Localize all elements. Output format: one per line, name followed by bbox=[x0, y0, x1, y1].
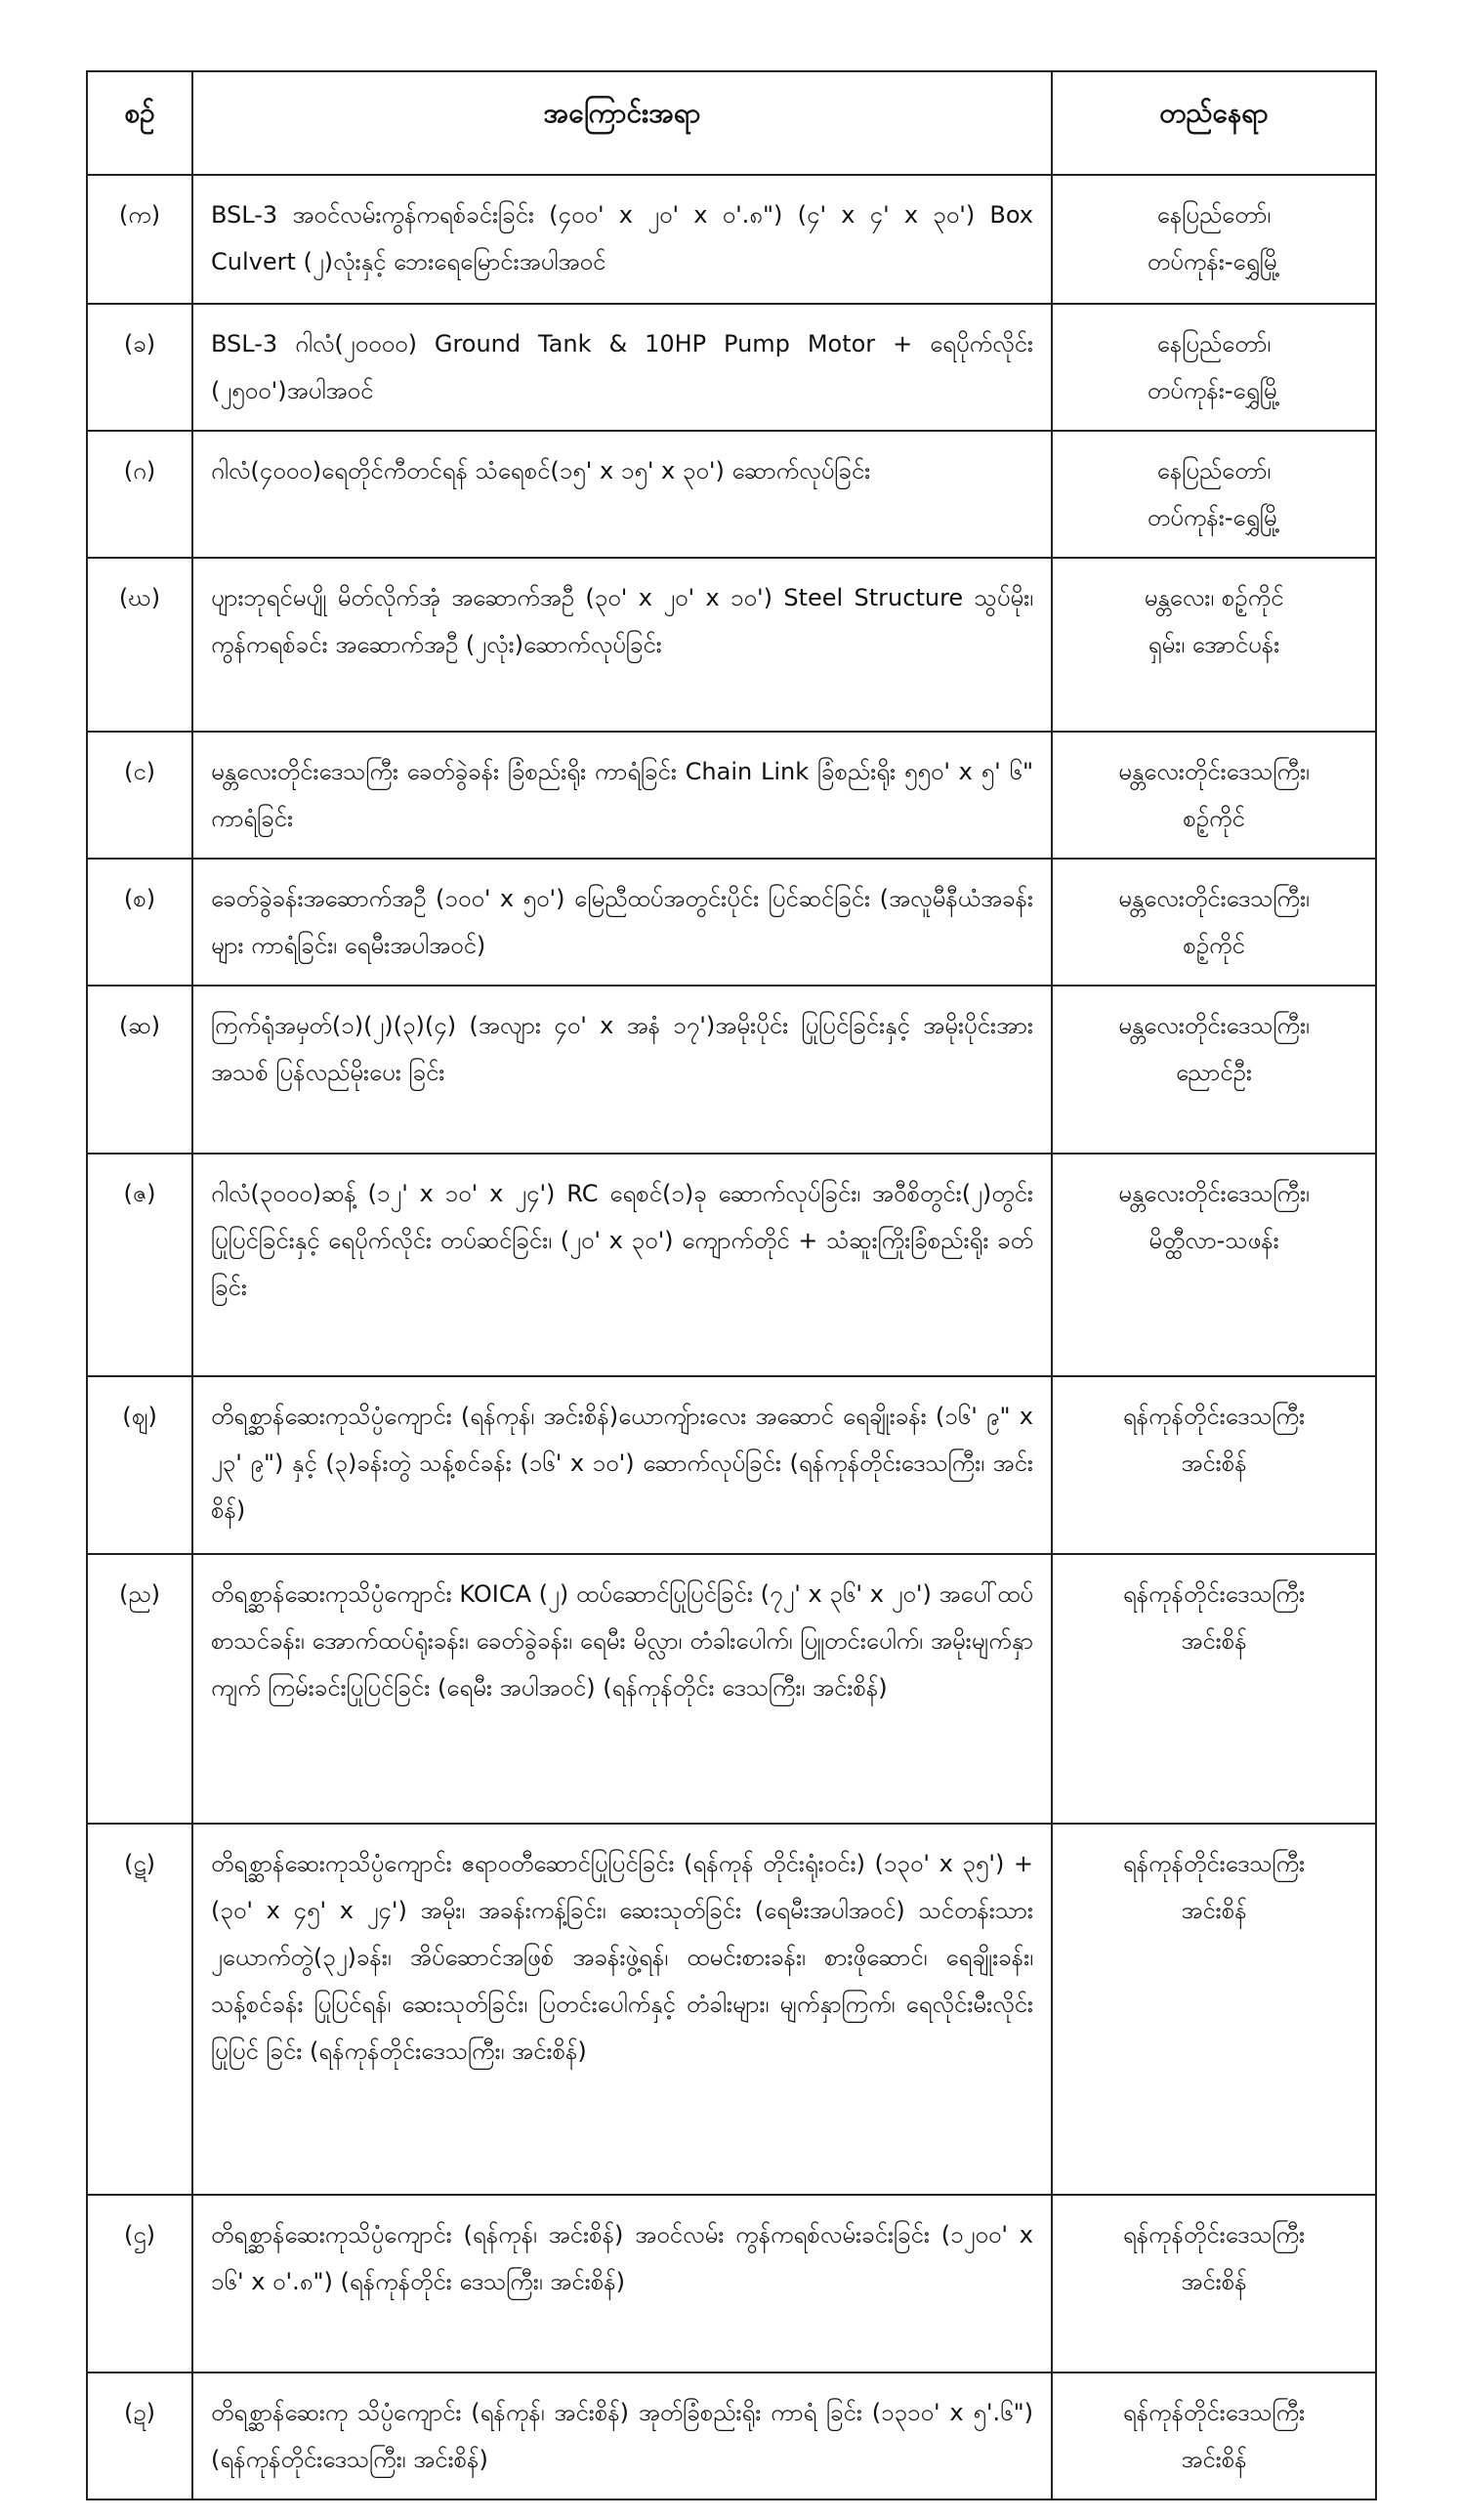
row-number: (ဆ) bbox=[87, 986, 192, 1154]
row-description: BSL-3 အဝင်လမ်းကွန်ကရစ်ခင်းခြင်း (၄၀၀' x ၂၀' x ၀'.၈") (၄' x ၄' x ၃၀') Box Culvert (၂)လုံးနှင့် ဘေးရေမြောင်းအပါအဝင် bbox=[192, 175, 1052, 304]
location-line: ရန်ကုန်တိုင်းဒေသကြီး bbox=[1122, 2399, 1306, 2426]
location-line: မန္တလေးတိုင်းဒေသကြီး၊ bbox=[1118, 885, 1310, 912]
location-line: ရန်ကုန်တိုင်းဒေသကြီး bbox=[1122, 1403, 1306, 1430]
row-description: ဂါလံ(၃၀၀၀)ဆန့် (၁၂' x ၁၀' x ၂၄') RC ရေစင်(၁)ခု ဆောက်လုပ်ခြင်း၊ အဝီစိတွင်း(၂)တွင်း ပြုပြင်ခြင်းနှင့် ရေပိုက်လိုင်း တပ်ဆင်ခြင်း၊ (၂၀' x ၃၀') ကျောက်တိုင် + သံဆူးကြိုးခြံစည်းရိုး ခတ်ခြင်း bbox=[192, 1154, 1052, 1376]
row-description: တိရစ္ဆာန်ဆေးကုသိပ္ပံကျောင်း (ရန်ကုန်၊ အင်းစိန်)ယောကျ်ားလေး အဆောင် ရေချိုးခန်း (၁၆' ၉" x ၂၃' ၉") နှင့် (၃)ခန်းတွဲ သန့်စင်ခန်း (၁၆' x ၁၀') ဆောက်လုပ်ခြင်း (ရန်ကုန်တိုင်းဒေသကြီး၊ အင်းစိန်) bbox=[192, 1376, 1052, 1554]
projects-table bbox=[86, 70, 1377, 2500]
row-description: မန္တလေးတိုင်းဒေသကြီး ခေတ်ခွဲခန်း ခြံစည်းရိုး ကာရံခြင်း Chain Link ခြံစည်းရိုး ၅၅၀' x ၅' ၆" ကာရံခြင်း bbox=[192, 732, 1052, 859]
row-number: (ဋ) bbox=[87, 1824, 192, 2195]
location-line: တပ်ကုန်း-ရွှေမြို့ bbox=[1147, 377, 1281, 404]
row-location bbox=[1052, 1824, 1376, 2195]
location-line: အင်းစိန် bbox=[1181, 2268, 1247, 2295]
row-number: (ဍ) bbox=[87, 2373, 192, 2499]
header-description: အကြောင်းအရာ bbox=[192, 71, 1052, 175]
document-page bbox=[86, 70, 1375, 2500]
table-row bbox=[87, 1154, 1376, 1376]
table-row bbox=[87, 986, 1376, 1154]
row-number: (ခ) bbox=[87, 304, 192, 431]
row-location bbox=[1052, 431, 1376, 558]
row-location bbox=[1052, 2373, 1376, 2499]
location-line: ညောင်ဦး bbox=[1176, 1059, 1252, 1086]
location-line: နေပြည်တော်၊ bbox=[1156, 201, 1272, 229]
table-row bbox=[87, 1554, 1376, 1824]
row-description: တိရစ္ဆာန်ဆေးကုသိပ္ပံကျောင်း (ရန်ကုန်၊ အင်းစိန်) အဝင်လမ်း ကွန်ကရစ်လမ်းခင်းခြင်း (၁၂၀၀' x ၁၆' x ၀'.၈") (ရန်ကုန်တိုင်း ဒေသကြီး၊ အင်းစိန်) bbox=[192, 2195, 1052, 2373]
row-description: ခေတ်ခွဲခန်းအဆောက်အဦ (၁၀၀' x ၅၀') မြေညီထပ်အတွင်းပိုင်း ပြင်ဆင်ခြင်း (အလူမီနီယံအခန်းများ ကာရံခြင်း၊ ရေမီးအပါအဝင်) bbox=[192, 859, 1052, 986]
row-number: (ဇ) bbox=[87, 1154, 192, 1376]
row-number: (ဃ) bbox=[87, 558, 192, 732]
table-row bbox=[87, 859, 1376, 986]
row-location bbox=[1052, 986, 1376, 1154]
row-description: BSL-3 ဂါလံ(၂၀၀၀၀) Ground Tank & 10HP Pump Motor + ရေပိုက်လိုင်း (၂၅၀၀')အပါအဝင် bbox=[192, 304, 1052, 431]
location-line: အင်းစိန် bbox=[1181, 2446, 1247, 2473]
table-row bbox=[87, 175, 1376, 304]
row-location bbox=[1052, 1554, 1376, 1824]
row-number: (ည) bbox=[87, 1554, 192, 1824]
location-line: ရန်ကုန်တိုင်းဒေသကြီး bbox=[1122, 1850, 1306, 1877]
table-row bbox=[87, 558, 1376, 732]
table-row bbox=[87, 1376, 1376, 1554]
table-row bbox=[87, 304, 1376, 431]
row-description: တိရစ္ဆာန်ဆေးကု သိပ္ပံကျောင်း (ရန်ကုန်၊ အင်းစိန်) အုတ်ခြံစည်းရိုး ကာရံ ခြင်း (၁၃၁၀' x ၅'.၆") (ရန်ကုန်တိုင်းဒေသကြီး၊ အင်းစိန်) bbox=[192, 2373, 1052, 2499]
location-line: အင်းစိန် bbox=[1181, 1897, 1247, 1924]
location-line: မိတ္ထီလာ-သဖန်း bbox=[1148, 1227, 1279, 1254]
row-description: ပျားဘုရင်မပျို မိတ်လိုက်အုံ အဆောက်အဦ (၃၀' x ၂၀' x ၁၀') Steel Structure သွပ်မိုး၊ ကွန်ကရစ်ခင်း အဆောက်အဦ (၂လုံး)ဆောက်လုပ်ခြင်း bbox=[192, 558, 1052, 732]
row-location bbox=[1052, 1376, 1376, 1554]
row-description: တိရစ္ဆာန်ဆေးကုသိပ္ပံကျောင်း ဧရာဝတီဆောင်ပြုပြင်ခြင်း (ရန်ကုန် တိုင်းရုံးဝင်း) (၁၃၀' x ၃၅') + (၃၀' x ၄၅' x ၂၄') အမိုး၊ အခန်းကန့်ခြင်း၊ ဆေးသုတ်ခြင်း (ရေမီးအပါအဝင်) သင်တန်းသား ၂ယောက်တွဲ(၃၂)ခန်း၊ အိပ်ဆောင်အဖြစ် အခန်းဖွဲ့ရန်၊ ထမင်းစားခန်း၊ စားဖိုဆောင်၊ ရေချိုးခန်း၊ သန့်စင်ခန်း ပြုပြင်ရန်၊ ဆေးသုတ်ခြင်း၊ ပြတင်းပေါက်နှင့် တံခါးများ၊ မျက်နှာကြက်၊ ရေလိုင်းမီးလိုင်းပြုပြင် ခြင်း (ရန်ကုန်တိုင်းဒေသကြီး၊ အင်းစိန်) bbox=[192, 1824, 1052, 2195]
row-location bbox=[1052, 304, 1376, 431]
header-no: စဉ် bbox=[87, 71, 192, 175]
location-line: မန္တလေးတိုင်းဒေသကြီး၊ bbox=[1118, 1180, 1310, 1207]
table-row bbox=[87, 2195, 1376, 2373]
row-number: (ဌ) bbox=[87, 2195, 192, 2373]
location-line: မန္တလေးတိုင်းဒေသကြီး၊ bbox=[1118, 758, 1310, 785]
row-description: တိရစ္ဆာန်ဆေးကုသိပ္ပံကျောင်း KOICA (၂) ထပ်ဆောင်ပြုပြင်ခြင်း (၇၂' x ၃၆' x ၂၀') အပေါ်ထပ်စာသင်ခန်း၊ အောက်ထပ်ရုံးခန်း၊ ခေတ်ခွဲခန်း၊ ရေမီး မိလ္လာ၊ တံခါးပေါက်၊ ပြူတင်းပေါက်၊ အမိုးမျက်နှာ ကျက် ကြမ်းခင်းပြုပြင်ခြင်း (ရေမီး အပါအဝင်) (ရန်ကုန်တိုင်း ဒေသကြီး၊ အင်းစိန်) bbox=[192, 1554, 1052, 1824]
location-line: စဥ့်ကိုင် bbox=[1183, 932, 1245, 959]
row-number: (ဂ) bbox=[87, 431, 192, 558]
row-description: ဂါလံ(၄၀၀၀)ရေတိုင်ကီတင်ရန် သံရေစင်(၁၅' x ၁၅' x ၃၀') ဆောက်လုပ်ခြင်း bbox=[192, 431, 1052, 558]
header-location: တည်နေရာ bbox=[1052, 71, 1376, 175]
row-location bbox=[1052, 1154, 1376, 1376]
location-line: နေပြည်တော်၊ bbox=[1156, 457, 1272, 484]
row-location bbox=[1052, 732, 1376, 859]
location-line: တပ်ကုန်း-ရွှေမြို့ bbox=[1147, 504, 1281, 531]
location-line: မန္တလေး၊ စဥ့်ကိုင် bbox=[1144, 584, 1284, 611]
location-line: အင်းစိန် bbox=[1181, 1449, 1247, 1477]
row-number: (င) bbox=[87, 732, 192, 859]
row-description: ကြက်ရုံအမှတ်(၁)(၂)(၃)(၄) (အလျား ၄၀' x အနံ ၁၇')အမိုးပိုင်း ပြုပြင်ခြင်းနှင့် အမိုးပိုင်းအား အသစ် ပြန်လည်မိုးပေး ခြင်း bbox=[192, 986, 1052, 1154]
table-row bbox=[87, 2373, 1376, 2499]
row-location bbox=[1052, 2195, 1376, 2373]
location-line: စဥ့်ကိုင် bbox=[1183, 805, 1245, 832]
location-line: တပ်ကုန်း-ရွှေမြို့ bbox=[1147, 248, 1281, 275]
table-row bbox=[87, 732, 1376, 859]
table-header-row bbox=[87, 71, 1376, 175]
row-location bbox=[1052, 859, 1376, 986]
location-line: နေပြည်တော်၊ bbox=[1156, 330, 1272, 357]
row-number: (စ) bbox=[87, 859, 192, 986]
location-line: အင်းစိန် bbox=[1181, 1627, 1247, 1655]
row-location bbox=[1052, 558, 1376, 732]
row-number: (ဈ) bbox=[87, 1376, 192, 1554]
location-line: ရှမ်း၊ အောင်ပန်း bbox=[1148, 631, 1280, 658]
table-row bbox=[87, 1824, 1376, 2195]
row-number: (က) bbox=[87, 175, 192, 304]
location-line: ရန်ကုန်တိုင်းဒေသကြီး bbox=[1122, 1580, 1306, 1608]
location-line: ရန်ကုန်တိုင်းဒေသကြီး bbox=[1122, 2221, 1306, 2248]
table-row bbox=[87, 431, 1376, 558]
location-line: မန္တလေးတိုင်းဒေသကြီး၊ bbox=[1118, 1012, 1310, 1039]
row-location bbox=[1052, 175, 1376, 304]
